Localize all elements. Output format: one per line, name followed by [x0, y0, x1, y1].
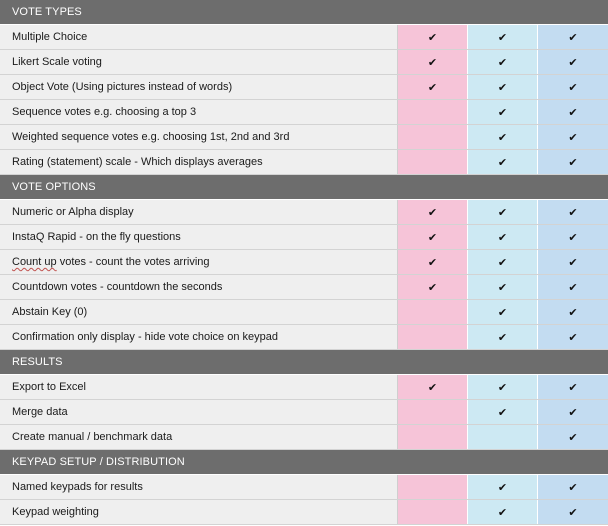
table-row: [0, 25, 608, 50]
check-icon: ✔: [568, 106, 578, 119]
table-row: [0, 425, 608, 450]
table-row: [0, 325, 608, 350]
tier-1-cell: [398, 125, 468, 149]
tier-1-cell: [398, 100, 468, 124]
tier-2-cell: [468, 150, 538, 174]
feature-label: InstaQ Rapid - on the fly questions: [0, 225, 398, 249]
check-icon: ✔: [497, 406, 508, 419]
spellcheck-word: Count up: [12, 256, 57, 268]
tier-1-cell: [398, 150, 468, 174]
section-header: RESULTS: [0, 350, 608, 375]
feature-label: Numeric or Alpha display: [0, 200, 398, 224]
tier-3-cell: [538, 425, 608, 449]
feature-label: Merge data: [0, 400, 398, 424]
check-icon: ✔: [497, 281, 508, 294]
check-icon: ✔: [568, 481, 578, 494]
tier-2-cell: [468, 25, 538, 49]
table-row: [0, 125, 608, 150]
check-icon: ✔: [427, 81, 438, 94]
check-icon: ✔: [568, 156, 578, 169]
tier-2-cell: [468, 425, 538, 449]
table-row: [0, 150, 608, 175]
tier-1-cell: [398, 25, 468, 49]
feature-label: Named keypads for results: [0, 475, 398, 499]
tier-1-cell: [398, 425, 468, 449]
table-row: [0, 100, 608, 125]
tier-3-cell: [538, 300, 608, 324]
tier-3-cell: [538, 400, 608, 424]
table-row: [0, 225, 608, 250]
feature-label: Rating (statement) scale - Which displays averages: [0, 150, 398, 174]
check-icon: ✔: [497, 256, 508, 269]
check-icon: ✔: [568, 306, 578, 319]
tier-3-cell: [538, 75, 608, 99]
check-icon: ✔: [497, 506, 508, 519]
tier-2-cell: [468, 300, 538, 324]
tier-2-cell: [468, 275, 538, 299]
table-row: [0, 50, 608, 75]
feature-label: Sequence votes e.g. choosing a top 3: [0, 100, 398, 124]
tier-1-cell: [398, 500, 468, 524]
table-row: [0, 300, 608, 325]
tier-2-cell: [468, 475, 538, 499]
tier-2-cell: [468, 200, 538, 224]
tier-3-cell: [538, 200, 608, 224]
tier-1-cell: [398, 475, 468, 499]
feature-label: Abstain Key (0): [0, 300, 398, 324]
tier-2-cell: [468, 375, 538, 399]
tier-3-cell: [538, 500, 608, 524]
check-icon: ✔: [568, 31, 578, 44]
check-icon: ✔: [427, 56, 438, 69]
table-row: [0, 75, 608, 100]
tier-2-cell: [468, 125, 538, 149]
check-icon: ✔: [568, 406, 578, 419]
check-icon: ✔: [497, 31, 508, 44]
tier-3-cell: [538, 250, 608, 274]
check-icon: ✔: [497, 81, 508, 94]
tier-3-cell: [538, 275, 608, 299]
table-row: [0, 500, 608, 525]
tier-3-cell: [538, 50, 608, 74]
tier-2-cell: [468, 400, 538, 424]
tier-3-cell: [538, 150, 608, 174]
feature-label: Export to Excel: [0, 375, 398, 399]
tier-3-cell: [538, 100, 608, 124]
check-icon: ✔: [568, 381, 578, 394]
tier-1-cell: [398, 275, 468, 299]
check-icon: ✔: [568, 206, 578, 219]
table-row: [0, 200, 608, 225]
check-icon: ✔: [497, 481, 508, 494]
table-row: [0, 275, 608, 300]
tier-1-cell: [398, 75, 468, 99]
feature-label: Multiple Choice: [0, 25, 398, 49]
table-row: [0, 375, 608, 400]
section-header: KEYPAD SETUP / DISTRIBUTION: [0, 450, 608, 475]
check-icon: ✔: [568, 56, 578, 69]
tier-1-cell: [398, 200, 468, 224]
tier-3-cell: [538, 25, 608, 49]
tier-1-cell: [398, 300, 468, 324]
tier-1-cell: [398, 400, 468, 424]
tier-3-cell: [538, 475, 608, 499]
check-icon: ✔: [497, 331, 508, 344]
tier-3-cell: [538, 325, 608, 349]
tier-3-cell: [538, 375, 608, 399]
feature-label: [0, 250, 398, 274]
table-row: [0, 400, 608, 425]
check-icon: ✔: [568, 281, 578, 294]
tier-2-cell: [468, 250, 538, 274]
check-icon: ✔: [497, 206, 508, 219]
check-icon: ✔: [497, 106, 508, 119]
check-icon: ✔: [497, 381, 508, 394]
check-icon: ✔: [427, 206, 438, 219]
feature-label: Weighted sequence votes e.g. choosing 1st, 2nd and 3rd: [0, 125, 398, 149]
tier-2-cell: [468, 325, 538, 349]
feature-label: Keypad weighting: [0, 500, 398, 524]
tier-2-cell: [468, 225, 538, 249]
feature-label-text: votes - count the votes arriving: [56, 256, 210, 268]
check-icon: ✔: [568, 81, 578, 94]
tier-2-cell: [468, 100, 538, 124]
tier-1-cell: [398, 375, 468, 399]
check-icon: ✔: [427, 281, 438, 294]
check-icon: ✔: [497, 231, 508, 244]
check-icon: ✔: [497, 56, 508, 69]
tier-1-cell: [398, 325, 468, 349]
check-icon: ✔: [568, 231, 578, 244]
feature-label: Countdown votes - countdown the seconds: [0, 275, 398, 299]
check-icon: ✔: [568, 131, 578, 144]
tier-2-cell: [468, 500, 538, 524]
check-icon: ✔: [497, 156, 508, 169]
tier-2-cell: [468, 50, 538, 74]
tier-3-cell: [538, 225, 608, 249]
section-header: VOTE OPTIONS: [0, 175, 608, 200]
feature-label: Likert Scale voting: [0, 50, 398, 74]
check-icon: ✔: [568, 506, 578, 519]
section-header: VOTE TYPES: [0, 0, 608, 25]
check-icon: ✔: [427, 381, 438, 394]
check-icon: ✔: [568, 256, 578, 269]
check-icon: ✔: [568, 331, 578, 344]
check-icon: ✔: [427, 256, 438, 269]
check-icon: ✔: [497, 131, 508, 144]
feature-label: Confirmation only display - hide vote choice on keypad: [0, 325, 398, 349]
check-icon: ✔: [568, 431, 578, 444]
check-icon: ✔: [427, 31, 438, 44]
tier-3-cell: [538, 125, 608, 149]
tier-1-cell: [398, 50, 468, 74]
tier-1-cell: [398, 225, 468, 249]
table-row: [0, 250, 608, 275]
tier-1-cell: [398, 250, 468, 274]
tier-2-cell: [468, 75, 538, 99]
check-icon: ✔: [497, 306, 508, 319]
feature-label: Object Vote (Using pictures instead of words): [0, 75, 398, 99]
table-row: [0, 475, 608, 500]
check-icon: ✔: [427, 231, 438, 244]
feature-label: Create manual / benchmark data: [0, 425, 398, 449]
